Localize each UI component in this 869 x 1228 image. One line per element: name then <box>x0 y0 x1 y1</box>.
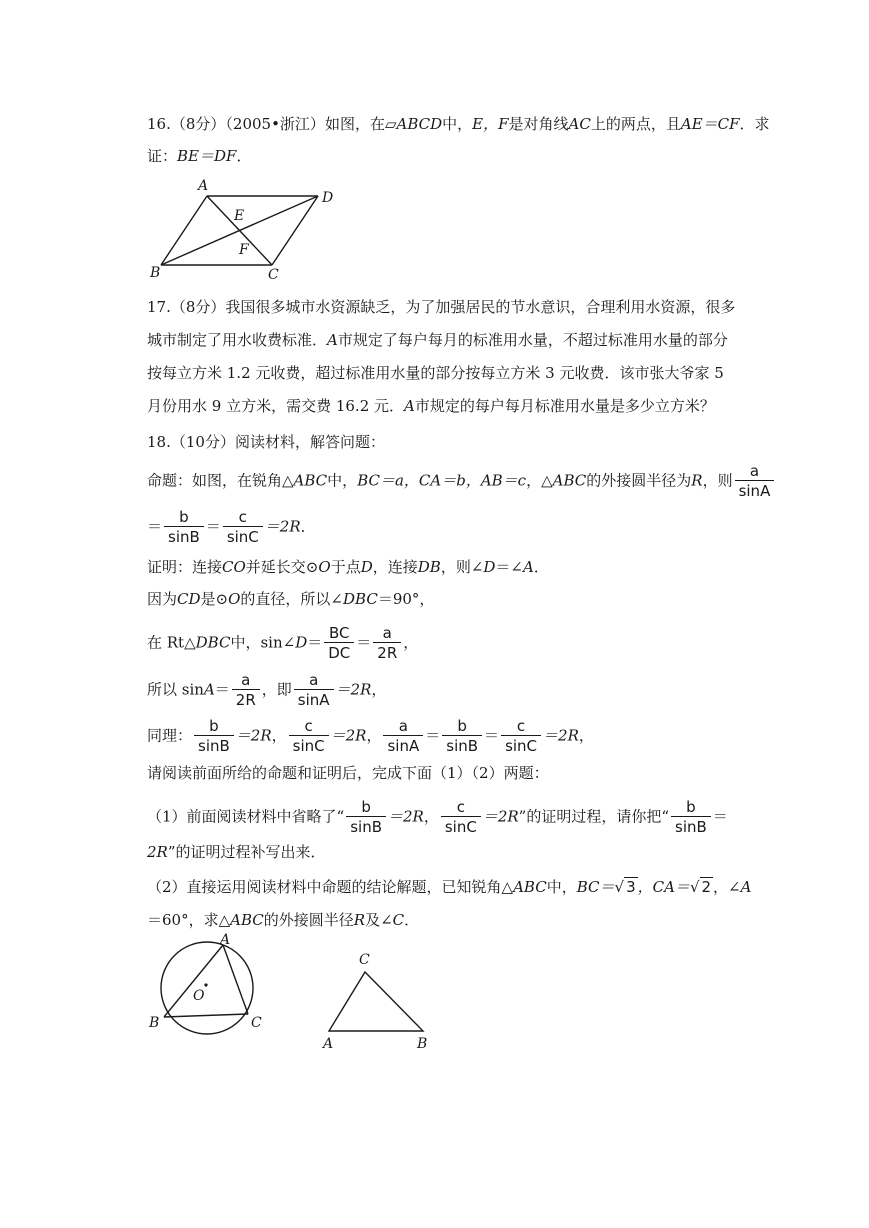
q16-label-d: D <box>322 190 334 206</box>
q17-line4: 月份用水 9 立方米，需交费 16.2 元．A市规定的每户每月标准用水量是多少立方米？ <box>147 397 715 415</box>
q17-score: （8分） <box>170 298 226 316</box>
frac-a-over-2r-b: $\frac{a}{2R}$ <box>232 671 260 710</box>
sqrt-2: √ 2 <box>689 878 712 896</box>
q18-part2-line2: ＝60°，求△ABC的外接圆半径R及∠C． <box>147 911 420 929</box>
circle-label-b: B <box>149 1015 160 1031</box>
frac-b-over-sinb-c: $\frac{b}{\sin B}$ <box>442 717 482 756</box>
sqrt-3: √ 3 <box>614 878 636 896</box>
circle-label-a: A <box>220 932 231 948</box>
frac-c-over-sinc-c: $\frac{c}{\sin C}$ <box>501 717 541 756</box>
frac-b-over-sinb: $\frac{b}{\sin B}$ <box>164 508 204 547</box>
q18-proposition-line2: ＝ $\frac{b}{\sin B}$ ＝ $\frac{c}{\sin C}$ ＝2R． <box>147 508 316 546</box>
q16-label-e: E <box>234 208 245 224</box>
q18-proof-line1: 证明：连接CO并延长交⊙O于点D，连接DB，则∠D＝∠A． <box>147 558 549 576</box>
q18-part2-line1: （2）直接运用阅读材料中命题的结论解题，已知锐角△ABC中，BC＝√ 3 ，CA＝√ 2 ，∠A <box>147 878 752 896</box>
q16-label-a: A <box>198 178 209 194</box>
frac-b-over-sinb-b: $\frac{b}{\sin B}$ <box>194 717 234 756</box>
q18-proof-line3: 在 Rt△DBC中，sin∠D＝ $\frac{BC}{DC}$ ＝ $\frac{a}{2R}$ ， <box>147 624 419 662</box>
frac-bc-over-dc: $\frac{BC}{DC}$ <box>324 624 354 663</box>
q18-proof-line2: 因为CD是⊙O的直径，所以∠DBC＝90°， <box>147 590 435 608</box>
circle-label-o: O <box>193 988 205 1004</box>
q18-number: 18. <box>147 433 171 451</box>
triangle-label-c: C <box>359 952 370 968</box>
q16-line2: 证：BE＝DF． <box>147 147 252 165</box>
q18-line-intro: 18.（10分）阅读材料，解答问题： <box>147 433 385 451</box>
q18-part1-line1: （1）前面阅读材料中省略了“ $\frac{b}{\sin B}$ ＝2R， $\frac{c}{\sin C}$ ＝2R”的证明过程，请你把“ $\frac{b}{\sin B}$ ＝ <box>147 798 728 836</box>
triangle-label-b: B <box>417 1036 428 1052</box>
q16-label-b: B <box>150 265 161 281</box>
frac-c-over-sinc: $\frac{c}{\sin C}$ <box>223 508 263 547</box>
frac-a-over-sina-b: $\frac{a}{\sin A}$ <box>294 671 334 710</box>
q16-label-c: C <box>268 267 279 283</box>
q16-parallelogram-figure <box>140 176 360 284</box>
frac-a-over-2r: $\frac{a}{2R}$ <box>373 624 401 663</box>
q17-line3: 按每立方米 1.2 元收费，超过标准用水量的部分按每立方米 3 元收费．该市张大爷家 5 <box>147 364 724 382</box>
q16-source: （2005•浙江） <box>225 115 325 133</box>
frac-b-over-sinb-e: $\frac{b}{\sin B}$ <box>671 798 711 837</box>
q18-proposition-line1: 命题：如图，在锐角△ABC中，BC＝a，CA＝b，AB＝c，△ABC的外接圆半径为R，则 $\frac{a}{\sin A}$ <box>147 462 776 501</box>
q17-line2: 城市制定了用水收费标准．A市规定了每户每月的标准用水量，不超过标准用水量的部分 <box>147 331 728 349</box>
q17-line1: 17.（8分）我国很多城市水资源缺乏，为了加强居民的节水意识，合理利用水资源，很多 <box>147 298 736 316</box>
triangle-label-a: A <box>323 1036 334 1052</box>
q18-score: （10分） <box>170 433 235 451</box>
frac-c-over-sinc-b: $\frac{c}{\sin C}$ <box>289 717 329 756</box>
circle-label-c: C <box>251 1015 262 1031</box>
q16-line1: 16.（8分）（2005•浙江）如图，在▱ABCD中，E，F是对角线AC上的两点，且AE＝CF．求 <box>147 115 770 133</box>
q18-triangle-figure <box>315 945 445 1055</box>
q18-proof-line4: 所以 sinA＝ $\frac{a}{2R}$ ，即 $\frac{a}{\sin A}$ ＝2R， <box>147 671 387 709</box>
q18-read-line: 请阅读前面所给的命题和证明后，完成下面（1）（2）两题： <box>147 764 549 782</box>
parallelogram-icon: ▱ <box>384 115 397 133</box>
q18-proof-line5: 同理： $\frac{b}{\sin B}$ ＝2R， $\frac{c}{\sin C}$ ＝2R， $\frac{a}{\sin A}$ ＝ $\frac{b}{\sin B}$ ＝ $\frac{c}{\sin C}$ ＝2R， <box>147 717 594 755</box>
q18-part1-line2: 2R”的证明过程补写出来． <box>147 843 326 861</box>
frac-a-over-sina: $\frac{a}{\sin A}$ <box>735 462 775 501</box>
q16-score: （8分） <box>170 115 226 133</box>
q17-number: 17. <box>147 298 171 316</box>
frac-a-over-sina-c: $\frac{a}{\sin A}$ <box>383 717 423 756</box>
q18-circle-figure <box>143 930 283 1040</box>
q16-label-f: F <box>239 242 249 258</box>
q16-number: 16. <box>147 115 171 133</box>
frac-b-over-sinb-d: $\frac{b}{\sin B}$ <box>346 798 386 837</box>
frac-c-over-sinc-d: $\frac{c}{\sin C}$ <box>441 798 481 837</box>
